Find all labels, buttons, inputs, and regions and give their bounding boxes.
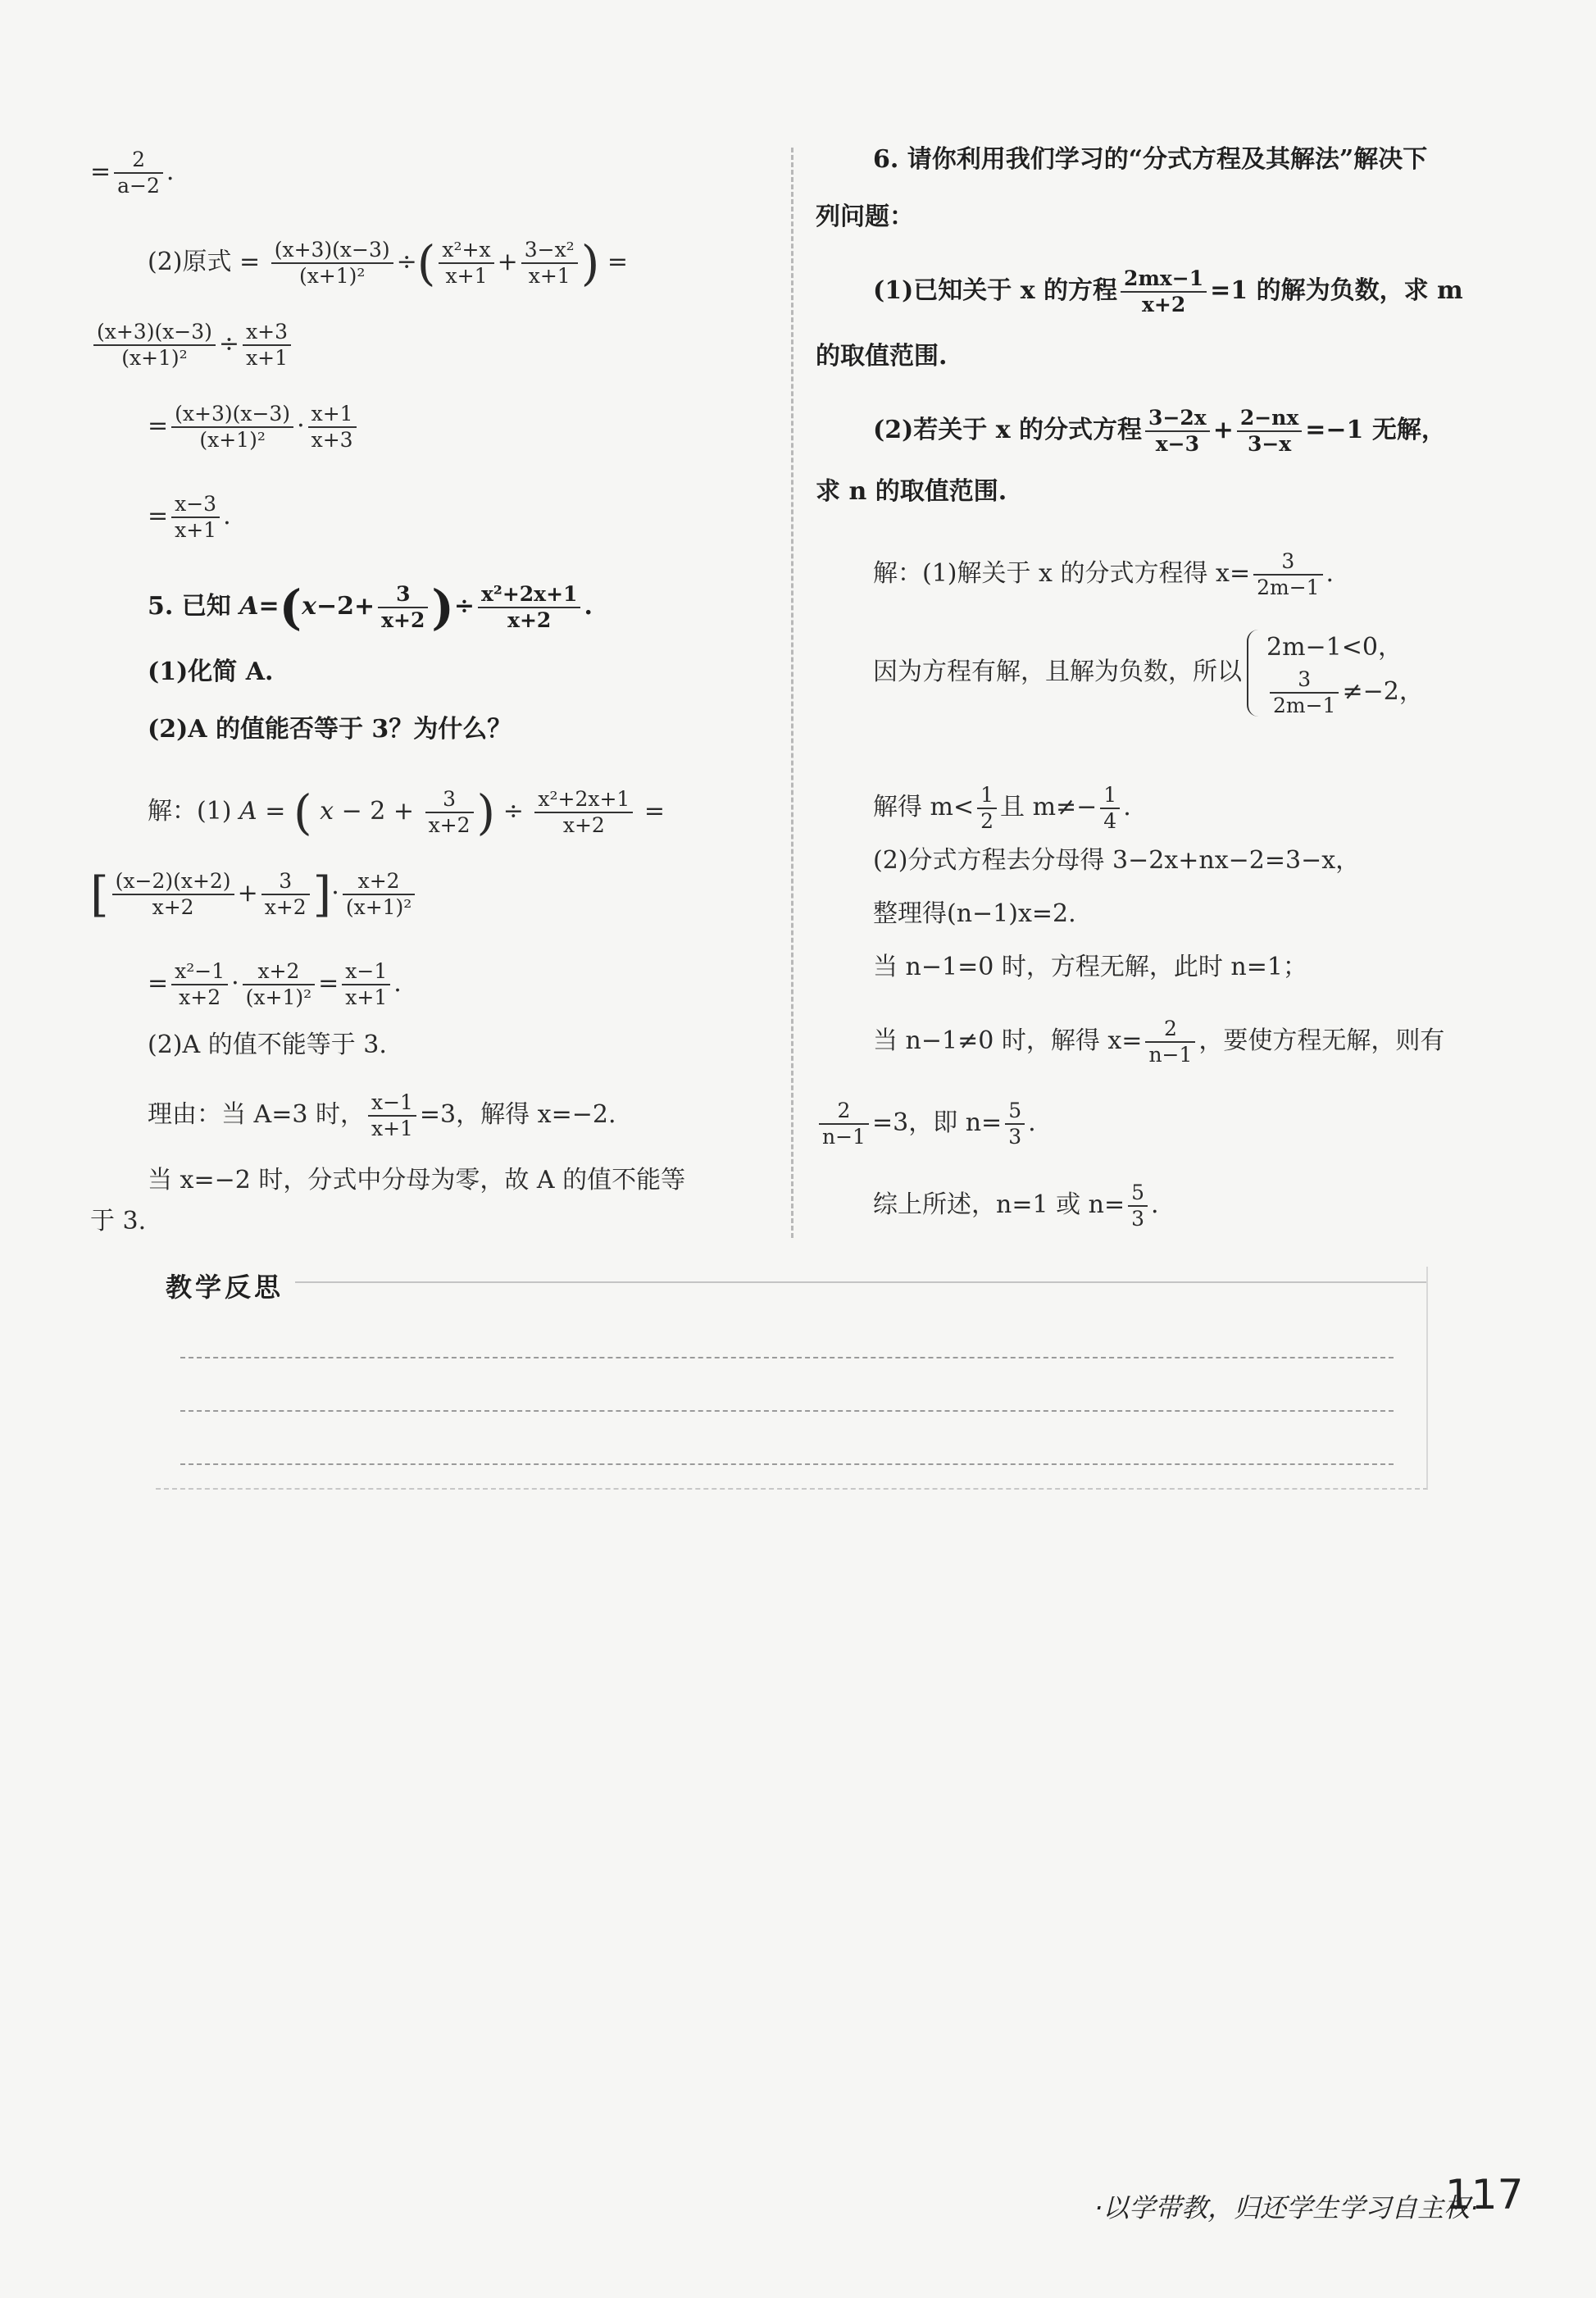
solution-5-line3: = $\frac{\text{x²−1}}{x+2}$ · $\frac{x+2}{\text{(x+1)²}}$ = $\frac{x-1}{x+1}$ .	[148, 959, 402, 1009]
question-6-part1: (1)已知关于 x 的方程 $\frac{2mx-1}{x+2}$ =1 的解为负数，求 m	[873, 266, 1463, 316]
solution-6-part2-line1: (2)分式方程去分母得 3−2x+nx−2=3−x，	[873, 846, 1361, 875]
question-6-part2-cont: 求 n 的取值范围.	[816, 477, 1007, 506]
footer-slogan: ·以学带教，归还学生学习自主权·	[1094, 2192, 1479, 2223]
question-6-line1: 6. 请你利用我们学习的“分式方程及其解法”解决下	[873, 145, 1428, 174]
teaching-reflection-box	[156, 1267, 1428, 1490]
question-5-part1: (1)化简 A.	[148, 658, 274, 686]
reflection-top-rule	[295, 1281, 1426, 1283]
solution-5-line1: 解：(1) A = ( x − 2 + $\frac{3}{x+2}$ ) ÷ $\frac{\text{x²+2x+1}}{x+2}$ =	[148, 785, 665, 840]
prev-answer-end: = $\frac{2}{a-2}$ .	[90, 148, 175, 198]
part2-line4: = $\frac{x-3}{x+1}$ .	[148, 492, 231, 542]
solution-6-part2-line5: $\frac{2}{n-1}$ =3，即 n= $\frac{5}{3}$ .	[816, 1099, 1036, 1149]
reflection-writing-line[interactable]	[180, 1357, 1394, 1358]
solution-6-part2-line2: 整理得(n−1)x=2.	[873, 899, 1076, 928]
solution-5-reason: 理由：当 A=3 时， $\frac{x-1}{x+1}$ =3，解得 x=−2.	[148, 1090, 616, 1140]
solution-5-line2: [ $\frac{(x-2)(x+2)}{x+2}$ + $\frac{3}{x+2}$ ]· $\frac{x+2}{\text{(x+1)²}}$	[90, 869, 418, 920]
question-5-part2: (2)A 的值能否等于 3？为什么？	[148, 715, 512, 744]
question-6-part2: (2)若关于 x 的分式方程 $\frac{3-2x}{x-3}$ + $\frac{2-nx}{3-x}$ =−1 无解，	[873, 406, 1446, 456]
question-6-line2: 列问题：	[816, 202, 914, 231]
solution-6-part2-line3: 当 n−1=0 时，方程无解，此时 n=1；	[873, 953, 1307, 981]
question-5: 5. 已知 A=(x−2+ $\frac{3}{x+2}$ )÷ $\frac{\text{x²+2x+1}}{x+2}$ .	[148, 580, 593, 635]
reflection-writing-line[interactable]	[180, 1410, 1394, 1412]
reflection-writing-line[interactable]	[180, 1463, 1394, 1465]
solution-5-conclusion-2: 于 3.	[90, 1207, 147, 1235]
page-number: 117	[1445, 2171, 1524, 2218]
column-divider	[791, 148, 793, 1238]
solution-6-part2-line4: 当 n−1≠0 时，解得 x= $\frac{2}{n-1}$ ，要使方程无解，则有	[873, 1017, 1445, 1067]
part2-line1: (2)原式 = $\frac{(x+3)(x-3)}{\text{(x+1)²}}$ ÷( $\frac{\text{x²+x}}{x+1}$ + $\frac{\text{3−x²}}{x+1}$ ) =	[148, 235, 629, 291]
solution-5-conclusion-1: 当 x=−2 时，分式中分母为零，故 A 的值不能等	[148, 1166, 686, 1195]
reflection-title: 教学反思	[166, 1272, 284, 1303]
solution-6-result: 解得 m< $\frac{1}{2}$ 且 m≠− $\frac{1}{4}$ .	[873, 783, 1131, 833]
part2-line3: = $\frac{(x+3)(x-3)}{\text{(x+1)²}}$ · $\frac{x+1}{x+3}$	[90, 402, 360, 453]
solution-5-part2: (2)A 的值不能等于 3.	[148, 1031, 387, 1059]
question-6-part1-cont: 的取值范围.	[816, 342, 948, 371]
inequality-system: 2m−1<0， $\frac{3}{2m-1}$ ≠−2，	[1242, 628, 1424, 718]
solution-6-conclusion: 综上所述，n=1 或 n= $\frac{5}{3}$ .	[873, 1181, 1159, 1231]
part2-line2: $\frac{(x+3)(x-3)}{\text{(x+1)²}}$ ÷ $\frac{x+3}{x+1}$	[90, 320, 294, 371]
solution-6-line1: 解：(1)解关于 x 的分式方程得 x= $\frac{3}{2m-1}$ .	[873, 549, 1335, 599]
solution-6-system: 因为方程有解，且解为负数，所以 2m−1<0， $\frac{3}{2m-1}$ ≠−2，	[816, 623, 1424, 721]
